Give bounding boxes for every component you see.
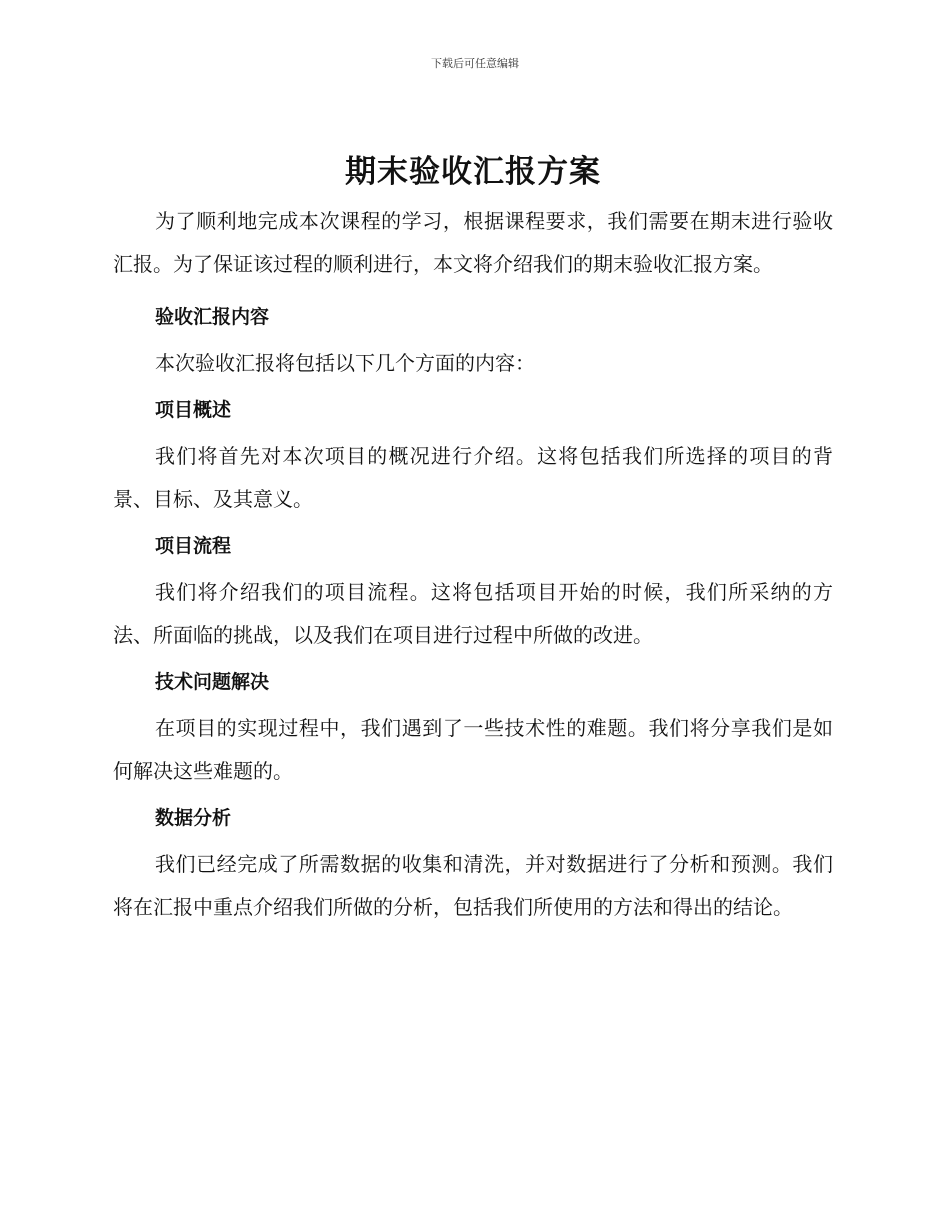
section-heading-project-overview: 项目概述 xyxy=(155,399,232,421)
intro-paragraph: 为了顺利地完成本次课程的学习，根据课程要求，我们需要在期末进行验收汇报。为了保证该过程的顺利进行，本文将介绍我们的期末验收汇报方案。 xyxy=(113,209,833,276)
section-heading-report-content: 验收汇报内容 xyxy=(155,306,270,328)
document-title: 期末验收汇报方案 xyxy=(345,154,601,190)
document-content xyxy=(113,148,833,929)
header-note: 下载后可任意编辑 xyxy=(431,57,519,70)
section-body-project-process: 我们将介绍我们的项目流程。这将包括项目开始的时候，我们所采纳的方法、所面临的挑战，以及我们在项目进行过程中所做的改进。 xyxy=(113,580,833,647)
section-heading-technical-problems: 技术问题解决 xyxy=(155,671,270,693)
section-body-project-overview: 我们将首先对本次项目的概况进行介绍。这将包括我们所选择的项目的背景、目标、及其意义。 xyxy=(113,444,833,511)
section-body-technical-problems: 在项目的实现过程中，我们遇到了一些技术性的难题。我们将分享我们是如何解决这些难题的。 xyxy=(113,716,833,783)
section-heading-data-analysis: 数据分析 xyxy=(155,807,232,829)
section-body-data-analysis: 我们已经完成了所需数据的收集和清洗，并对数据进行了分析和预测。我们将在汇报中重点介绍我们所做的分析，包括我们所使用的方法和得出的结论。 xyxy=(113,852,833,919)
section-body-report-content: 本次验收汇报将包括以下几个方面的内容： xyxy=(155,351,535,375)
section-heading-project-process: 项目流程 xyxy=(155,535,232,557)
